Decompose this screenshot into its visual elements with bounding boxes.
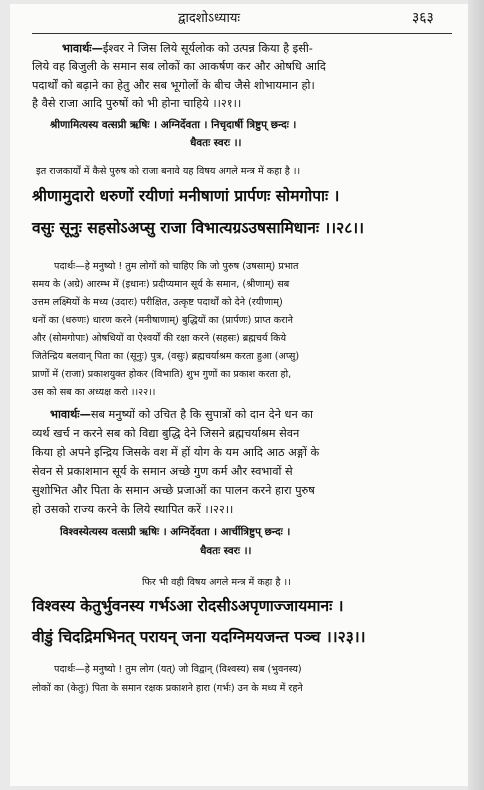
bhavarth-line: सेवन से प्रकाशमान सूर्य के समान अच्छे गुण कर्म और स्वभावों से bbox=[32, 465, 293, 478]
mantra-meta-svara: धैवतः स्वरः ।। bbox=[190, 137, 242, 149]
bhavarth-line bbox=[62, 43, 313, 54]
bhavarth-line: है वैसे राजा आदि पुरुषों को भी होना चाहिये ।।२१।। bbox=[32, 97, 242, 110]
bhavarth-line: लिये वह बिजुली के समान सब लोकों का आकर्षण कर और ओषधि आदि bbox=[32, 60, 326, 73]
page bbox=[10, 4, 468, 786]
padarth-line: उत्तम लक्ष्मियों के मध्य (उदारः) परीक्षित, उत्कृष्ट पदार्थों को देने (रयीणाम्) bbox=[32, 297, 283, 308]
padarth-line: लोकों का (केतुः) पिता के समान रक्षक प्रकाशने हारा (गर्भः) उन के मध्य में रहने bbox=[32, 683, 303, 694]
bhavarth-line bbox=[50, 409, 313, 420]
bhavarth-line: हो उसको राज्य करने के लिये स्थापित करें ।।२२।। bbox=[32, 503, 234, 516]
mantra-line: वसुः सूनुः सहसोऽअप्सु राजा विभात्यग्रऽउषसामिधानः ।।२८।। bbox=[32, 219, 365, 237]
mantra-meta: विश्वस्येत्यस्य वत्सप्री ऋषिः । अग्निर्देवता । आर्चीत्रिष्टुप् छन्दः । bbox=[60, 526, 291, 538]
padarth-line: उस को सब का अध्यक्ष करो ।।२२।। bbox=[32, 387, 156, 398]
header-rule bbox=[32, 33, 452, 34]
mantra-intro: फिर भी वही विषय अगले मन्त्र में कहा है ।। bbox=[142, 577, 291, 588]
padarth-line: समय के (अग्रे) आरम्भ में (इधानः) प्रदीप्यमान सूर्य के समान, (श्रीणाम्) सब bbox=[32, 279, 290, 290]
padarth-line: प्राणों में (राजा) प्रकाशयुक्त होकर (विभाति) शुभ गुणों का प्रकाश करता हो, bbox=[32, 369, 292, 380]
mantra-line: वीडुं चिदद्रिमभिनत् परायन् जना यदग्निमयजन्त पञ्च ।।२३।। bbox=[32, 628, 366, 646]
mantra-intro: इत राजकार्यों में कैसे पुरुष को राजा बनावे यह विषय अगले मन्त्र में कहा है ।। bbox=[36, 166, 301, 177]
padarth-line: पदार्थः—हे मनुष्यो ! तुम लोग (यत्) जो विद्वान् (विश्वस्य) सब (भुवनस्य) bbox=[54, 664, 302, 675]
mantra-meta-svara: धैवतः स्वरः ।। bbox=[200, 545, 252, 557]
chapter-title: द्वादशोऽध्यायः bbox=[178, 11, 240, 26]
mantra-line: श्रीणामुदारो धरुणों रयीणां मनीषाणां प्रार्पणः सोमगोपाः । bbox=[32, 187, 340, 205]
bhavarth-lead: भावार्थः— bbox=[50, 408, 91, 421]
mantra-line: विश्वस्य केतुर्भुवनस्य गर्भऽआ रोदसीऽअपृणाज्जायमानः । bbox=[32, 597, 344, 615]
bhavarth-text: ईश्वर ने जिस लिये सूर्यलोक को उत्पन्न किया है इसी- bbox=[102, 42, 313, 55]
bhavarth-line: किया हो अपने इन्द्रिय जिसके वश में हों योग के यम आदि आठ अङ्गों के bbox=[32, 446, 320, 459]
padarth-line: और (सोमगोपाः) ओषधियों वा ऐश्वर्यों की रक्षा करने (सहसः) ब्रह्मचर्य किये bbox=[32, 333, 287, 344]
bhavarth-text: सब मनुष्यों को उचित है कि सुपात्रों को दान देने धन का bbox=[90, 408, 313, 421]
mantra-meta: श्रीणामित्यस्य वत्सप्री ऋषिः । अग्निर्देवता । निचृदार्षी त्रिष्टुप् छन्दः । bbox=[50, 119, 297, 131]
bhavarth-lead: भावार्थः— bbox=[62, 42, 103, 55]
padarth-line: पदार्थः—हे मनुष्यो ! तुम लोगों को चाहिए कि जो पुरुष (उषसाम्) प्रभात bbox=[54, 261, 299, 272]
page-edge-shadow bbox=[468, 0, 484, 790]
bhavarth-line: पदार्थों को बढ़ाने का हेतु और सब भूगोलों के बीच जैसे शोभायमान हो। bbox=[32, 79, 315, 92]
padarth-line: धनों का (धरुणः) धारण करने (मनीषाणाम्) बुद्धियों का (प्रार्पणः) प्राप्त कराने bbox=[32, 315, 293, 326]
bhavarth-line: सुशोभित और पिता के समान अच्छे प्रजाओं का पालन करने हारा पुरुष bbox=[32, 484, 315, 497]
bhavarth-line: व्यर्थ खर्च न करने सब को विद्या बुद्धि देने जिसने ब्रह्मचर्याश्रम सेवन bbox=[32, 427, 300, 440]
padarth-line: जितेन्द्रिय बलवान् पिता का (सूनुः) पुत्र, (वसुः) ब्रह्मचर्याश्रम करता हुआ (अप्सु) bbox=[32, 351, 300, 362]
page-number: ३६३ bbox=[412, 10, 434, 26]
